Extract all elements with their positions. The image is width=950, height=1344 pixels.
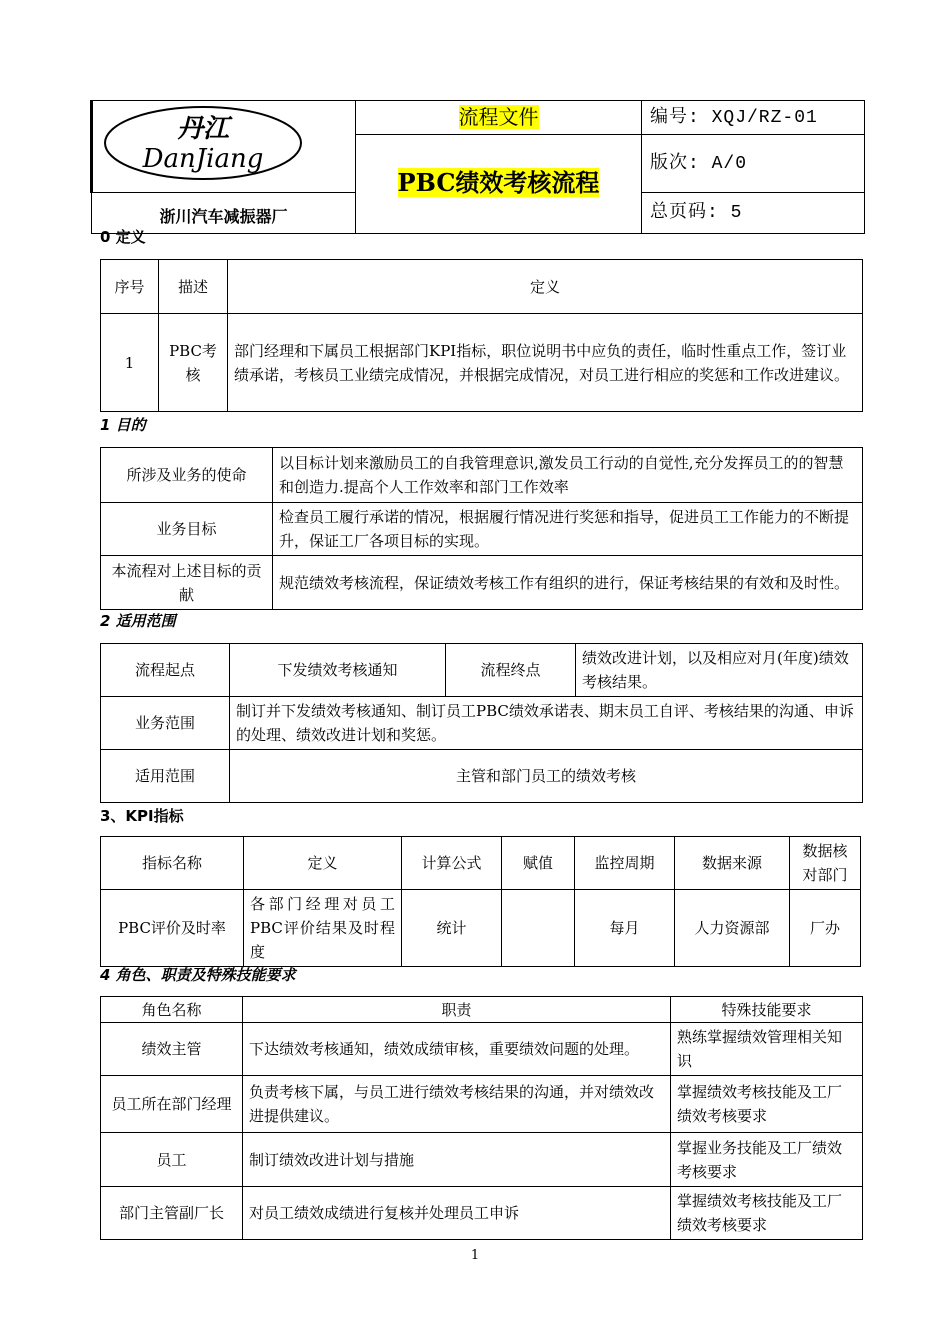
- col-header: 定义: [228, 260, 863, 314]
- purpose-label: 业务目标: [101, 503, 273, 556]
- purpose-table: [100, 447, 863, 610]
- kpi-cell: [502, 890, 575, 967]
- doc-version: 版次: A/0: [642, 135, 865, 193]
- scope-biz-label: 业务范围: [101, 697, 230, 750]
- scope-table: [100, 643, 863, 803]
- scope-start-label: 流程起点: [101, 644, 230, 697]
- purpose-label: 本流程对上述目标的贡献: [101, 556, 273, 610]
- scope-apply-value: 主管和部门员工的绩效考核: [230, 750, 863, 803]
- doctype-cell: [356, 101, 642, 135]
- header-table: [90, 100, 865, 234]
- doc-code: 编号: XQJ/RZ-01: [642, 101, 865, 135]
- kpi-col-header: 数据核对部门: [790, 837, 861, 890]
- kpi-cell: 厂办: [790, 890, 861, 967]
- page-number: 1: [470, 1248, 480, 1263]
- roles-col-header: 职责: [243, 997, 671, 1023]
- scope-biz-value: 制订并下发绩效考核通知、制订员工PBC绩效承诺表、期末员工自评、考核结果的沟通、申诉的处理、绩效改进计划和奖惩。: [230, 697, 863, 750]
- doc-pages: 总页码: 5: [642, 193, 865, 234]
- kpi-col-header: 监控周期: [575, 837, 675, 890]
- definition-no: 1: [101, 314, 159, 412]
- role-skill: 熟练掌握绩效管理相关知识: [671, 1023, 863, 1076]
- role-name: 员工: [101, 1133, 243, 1187]
- kpi-col-header: 数据来源: [675, 837, 790, 890]
- section-1-heading-text: 1 目的: [100, 416, 146, 434]
- role-skill: 掌握业务技能及工厂绩效考核要求: [671, 1133, 863, 1187]
- kpi-col-header: 计算公式: [402, 837, 502, 890]
- scope-end-value: 绩效改进计划，以及相应对月(年度)绩效考核结果。: [576, 644, 863, 697]
- doc-title: PBC绩效考核流程: [397, 167, 600, 197]
- purpose-label: 所涉及业务的使命: [101, 448, 273, 503]
- section-0-heading: 0 定义: [100, 228, 146, 246]
- section-4-heading: [100, 964, 296, 985]
- section-1-heading: [100, 414, 146, 435]
- role-duty: 制订绩效改进计划与措施: [243, 1133, 671, 1187]
- kpi-table: [100, 836, 861, 967]
- roles-col-header: 角色名称: [101, 997, 243, 1023]
- logo-cell: [92, 101, 356, 193]
- role-duty: 下达绩效考核通知，绩效成绩审核，重要绩效问题的处理。: [243, 1023, 671, 1076]
- definition-term: PBC考核: [159, 314, 228, 412]
- scope-end-label: 流程终点: [446, 644, 576, 697]
- section-3-heading: 3、KPI指标: [100, 807, 184, 825]
- purpose-text: 规范绩效考核流程，保证绩效考核工作有组织的进行，保证考核结果的有效和及时性。: [273, 556, 863, 610]
- kpi-cell: 统计: [402, 890, 502, 967]
- kpi-cell: 人力资源部: [675, 890, 790, 967]
- role-duty: 负责考核下属，与员工进行绩效考核结果的沟通，并对绩效改进提供建议。: [243, 1076, 671, 1133]
- kpi-col-header: 定义: [244, 837, 402, 890]
- role-name: 员工所在部门经理: [101, 1076, 243, 1133]
- title-cell: [356, 135, 642, 234]
- col-header: 描述: [159, 260, 228, 314]
- scope-start-value: 下发绩效考核通知: [230, 644, 446, 697]
- roles-col-header: 特殊技能要求: [671, 997, 863, 1023]
- col-header: 序号: [101, 260, 159, 314]
- kpi-cell: PBC评价及时率: [101, 890, 244, 967]
- scope-apply-label: 适用范围: [101, 750, 230, 803]
- kpi-col-header: 指标名称: [101, 837, 244, 890]
- section-2-heading-text: 2 适用范围: [100, 612, 176, 630]
- purpose-text: 以目标计划来激励员工的自我管理意识,激发员工行动的自觉性,充分发挥员工的的智慧和创造力.提高个人工作效率和部门工作效率: [273, 448, 863, 503]
- kpi-col-header: 赋值: [502, 837, 575, 890]
- section-4-heading-text: 4 角色、职责及特殊技能要求: [100, 966, 296, 984]
- danjiang-logo: [93, 101, 355, 185]
- role-duty: 对员工绩效成绩进行复核并处理员工申诉: [243, 1187, 671, 1240]
- doc-type: 流程文件: [458, 104, 539, 129]
- role-name: 绩效主管: [101, 1023, 243, 1076]
- kpi-cell: 各部门经理对员工PBC评价结果及时程度: [244, 890, 402, 967]
- definition-text: 部门经理和下属员工根据部门KPI指标，职位说明书中应负的责任，临时性重点工作，签订业绩承诺，考核员工业绩完成情况，并根据完成情况，对员工进行相应的奖惩和工作改进建议。: [228, 314, 863, 412]
- roles-table: [100, 996, 863, 1240]
- role-skill: 掌握绩效考核技能及工厂绩效考核要求: [671, 1076, 863, 1133]
- role-name: 部门主管副厂长: [101, 1187, 243, 1240]
- definition-table: [100, 259, 863, 412]
- kpi-cell: 每月: [575, 890, 675, 967]
- logo-en-text: DanJiang: [142, 144, 264, 174]
- logo-cn-text: 丹江: [176, 114, 230, 144]
- section-2-heading: [100, 610, 176, 631]
- purpose-text: 检查员工履行承诺的情况，根据履行情况进行奖惩和指导，促进员工工作能力的不断提升，保证工厂各项目标的实现。: [273, 503, 863, 556]
- role-skill: 掌握绩效考核技能及工厂绩效考核要求: [671, 1187, 863, 1240]
- company-name: 浙川汽车减振器厂: [92, 193, 356, 234]
